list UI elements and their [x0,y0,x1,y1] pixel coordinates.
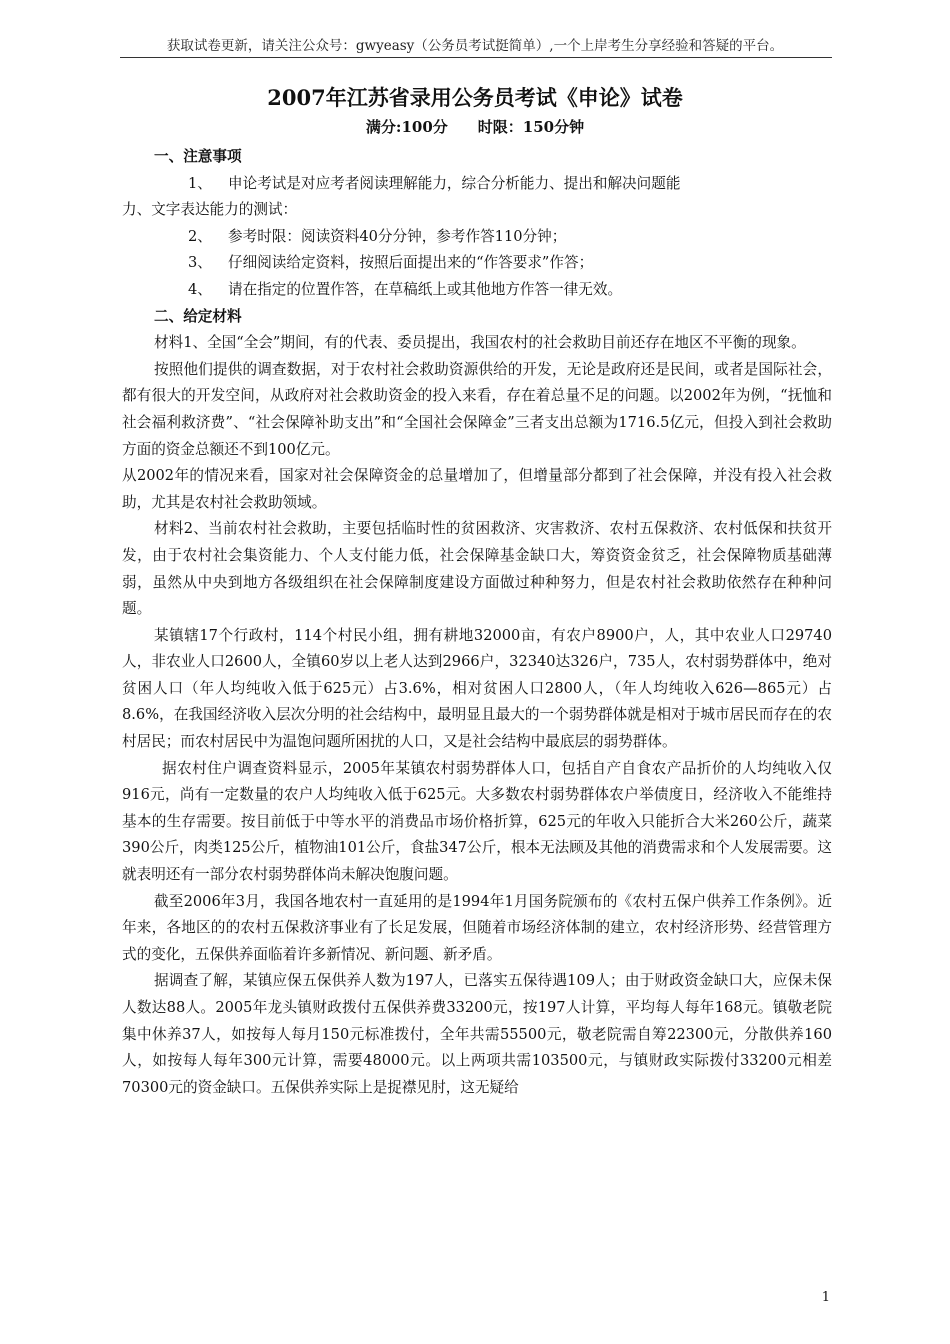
material-paragraph: 材料1、全国“全会”期间，有的代表、委员提出，我国农村的社会救助目前还存在地区不平衡的现象。 [154,334,806,352]
notice-number: 2、 [188,227,212,245]
notice-text: 申论考试是对应考者阅读理解能力，综合分析能力、提出和解决问题能 [228,174,681,192]
notice-text: 参考时限：阅读资料40分分钟，参考作答110分钟； [228,227,567,245]
page-title: 2007年江苏省录用公务员考试《申论》试卷 [267,85,683,110]
document-body [122,144,832,1101]
section-heading-notice: 一、注意事项 [154,148,242,165]
notice-continuation: 力、文字表达能力的测试： [122,201,298,219]
material-paragraph: 材料2、当前农村社会救助，主要包括临时性的贫困救济、灾害救济、农村五保救济、农村低保和扶贫开发，由于农村社会集资能力、个人支付能力低，社会保障基金缺口大，筹资资金贫乏，社会保障物质基础薄弱，虽然从中央到地方各级组织在社会保障制度建设方面做过种种努力，但是农村社会救助依然存在种种问题。 [122,520,832,618]
notice-item [122,224,832,251]
exam-info: 满分:100分 时限：150分钟 [365,118,585,136]
section-heading-materials: 二、给定材料 [154,307,242,325]
notice-text: 仔细阅读给定资料，按照后面提出来的“作答要求”作答； [228,254,594,272]
notice-number: 1、 [188,174,212,192]
notice-number: 4、 [188,280,212,298]
material-paragraph: 据农村住户调查资料显示，2005年某镇农村弱势群体人口，包括自产自食农产品折价的人均纯收入仅916元，尚有一定数量的农户人均纯收入低于625元。大多数农村弱势群体农户举债度日，经济收入不能维持基本的生存需要。按目前低于中等水平的消费品市场价格折算，625元的年收入只能折合大米260公斤，蔬菜390公斤，肉类125公斤，植物油101公斤，食盐347公斤，根本无法顾及其他的消费需求和个人发展需要。这就表明还有一部分农村弱势群体尚未解决饱腹问题。 [122,759,832,884]
page-header: 获取试卷更新，请关注公众号：gwyeasy（公务员考试挺简单）,一个上岸考生分享经验和答疑的平台。 [166,38,784,54]
material-paragraph: 从2002年的情况来看，国家对社会保障资金的总量增加了，但增量部分都到了社会保障，并没有投入社会救助，尤其是农村社会救助领域。 [122,467,832,511]
material-paragraph: 按照他们提供的调查数据，对于农村社会救助资源供给的开发，无论是政府还是民间，或者是国际社会，都有很大的开发空间，从政府对社会救助资金的投入来看，存在着总量不足的问题。以2002年为例，“抚恤和社会福利救济费”、“社会保障补助支出”和“全国社会保障金”三者支出总额为1716.5亿元，但投入到社会救助方面的资金总额还不到100亿元。 [122,360,832,458]
material-paragraph: 截至2006年3月，我国各地农村一直延用的是1994年1月国务院颁布的《农村五保户供养工作条例》。近年来，各地区的的农村五保救济事业有了长足发展，但随着市场经济体制的建立，农村经济形势、经营管理方式的变化，五保供养面临着许多新情况、新问题、新矛盾。 [122,892,832,963]
header-divider [120,57,832,58]
page-number: 1 [821,1290,830,1305]
notice-item [122,277,832,304]
notice-item [122,250,832,277]
notice-number: 3、 [188,254,212,272]
material-paragraph: 据调查了解，某镇应保五保供养人数为197人，已落实五保待遇109人；由于财政资金缺口大，应保未保人数达88人。2005年龙头镇财政拨付五保供养费33200元，按197人计算，平均每人每年168元。镇敬老院集中休养37人，如按每人每月150元标准拨付，全年共需55500元，敬老院需自筹22300元，分散供养160人，如按每人每年300元计算，需要48000元。以上两项共需103500元，与镇财政实际拨付33200元相差70300元的资金缺口。五保供养实际上是捉襟见肘，这无疑给 [122,972,832,1096]
notice-item [122,171,832,198]
notice-text: 请在指定的位置作答，在草稿纸上或其他地方作答一律无效。 [228,280,623,298]
material-paragraph: 某镇辖17个行政村，114个村民小组，拥有耕地32000亩，有农户8900户，人，其中农业人口29740人，非农业人口2600人，全镇60岁以上老人达到2966户，32340达326户，735人，农村弱势群体中，绝对贫困人口（年人均纯收入低于625元）占3.6%，相对贫困人口2800人，（年人均纯收入626—865元）占8.6%，在我国经济收入层次分明的社会结构中，最明显且最大的一个弱势群体就是相对于城市居民而存在的农村居民；而农村居民中为温饱问题所困扰的人口，又是社会结构中最底层的弱势群体。 [122,626,832,751]
